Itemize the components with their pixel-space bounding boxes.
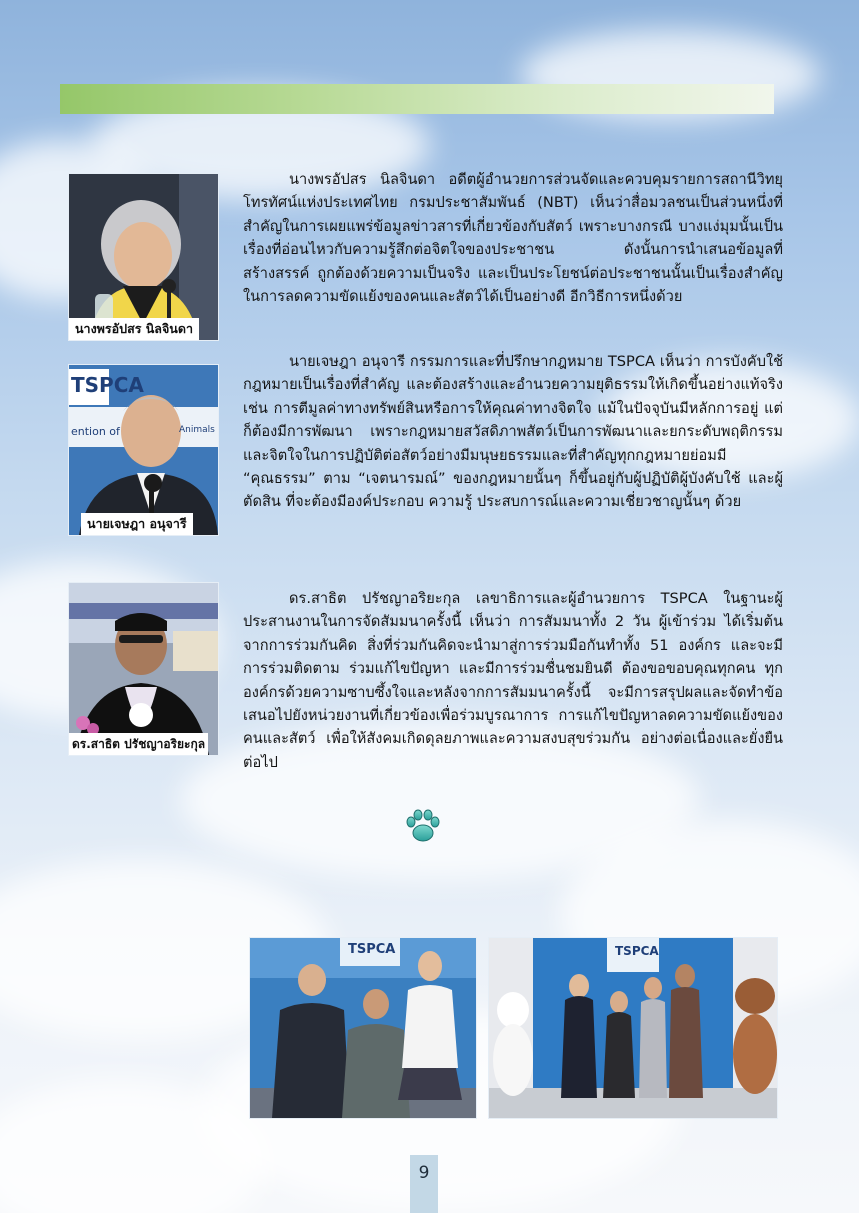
portrait-photo-1	[68, 173, 219, 341]
page-number-box	[410, 1155, 438, 1213]
portrait-banner-sub2-2: Animals	[179, 425, 215, 435]
portrait-image-1	[69, 174, 218, 340]
paragraph-3: ดร.สาธิต ปรัชญาอริยะกุล เลขาธิการและผู้อำนวยการ TSPCA ในฐานะผู้ประสานงานในการจัดสัมมนาครั้งนี้ เห็นว่า การสัมมนาทั้ง 2 วัน ผู้เข้าร่วม ได้เริ่มต้นจากการร่วมกันคิด สิ่งที่ร่วมกันคิดจะนำมาสู่การร่วมมือกันทำทั้ง 51 องค์กร และจะมีการร่วมติดตาม ร่วมแก้ไขปัญหา และมีการร่วมชื่นชมยินดี ต้องขอขอบคุณทุกคน ทุกองค์กรด้วยความซาบซึ้งใจและหลังจากการสัมมนาครั้งนี้ จะมีการสรุปผลและจัดทำข้อเสนอไปยังหน่วยงานที่เกี่ยวข้องเพื่อร่วมบูรณาการ การแก้ไขปัญหาลดความขัดแย้งของคนและสัตว์ เพื่อให้สังคมเกิดดุลยภาพและความสงบสุขร่วมกัน อย่างต่อเนื่องและยั่งยืนต่อไป	[243, 590, 783, 771]
paragraph-2: นายเจษฎา อนุจารี กรรมการและที่ปรึกษากฎหมาย TSPCA เห็นว่า การบังคับใช้กฎหมายเป็นเรื่องที่สำคัญ และต้องสร้างและอำนวยความยุติธรรมให้เกิดขึ้นอย่างแท้จริง เช่น การตีมูลค่าทางทรัพย์สินหรือการให้คุณค่าทางจิตใจ แม้ในปัจจุบันมีหลักการอยู่ แต่ก็ต้องมีการพัฒนา เพราะกฎหมายสวัสดิภาพสัตว์เป็นการพัฒนาและยกระดับพฤติกรรมและจิตใจในการปฏิบัติต่อสัตว์อย่างมีมนุษยธรรมและที่สำคัญทุกกฎหมายย่อมมี “คุณธรรม” ตาม “เจตนารมณ์” ของกฎหมายนั้นๆ ก็ขึ้นอยู่กับผู้ปฏิบัติผู้บังคับใช้ และผู้ตัดสิน ที่จะต้องมีองค์ประกอบ ความรู้ ประสบการณ์และความเชี่ยวชาญนั้นๆ ด้วย	[243, 353, 783, 511]
portrait-photo-3	[68, 582, 219, 756]
portrait-image-3	[69, 583, 218, 755]
group-photo-image-2	[489, 938, 777, 1118]
paragraph-1: นางพรอัปสร นิลจินดา อดีตผู้อำนวยการส่วนจัดและควบคุมรายการสถานีวิทยุโทรทัศน์แห่งประเทศไทย กรมประชาสัมพันธ์ (NBT) เห็นว่าสื่อมวลชนเป็นส่วนหนึ่งที่สำคัญในการเผยแพร่ข้อมูลข่าวสารที่เกี่ยวข้องกับสัตว์ เพราะบางกรณี บางแง่มุมนั้นเป็นเรื่องที่อ่อนไหวกับความรู้สึกต่อจิตใจของประชาชน ดังนั้นการนำเสนอข้อมูลที่สร้างสรรค์ ถูกต้องด้วยความเป็นจริง และเป็นประโยชน์ต่อประชาชนนั้นเป็นเรื่องสำคัญในการลดความขัดแย้งของคนและสัตว์ได้เป็นอย่างดี อีกวิธีการหนึ่งด้วย	[243, 171, 783, 306]
group-photo-2	[488, 937, 778, 1119]
portrait-banner-sub-2: ention of	[71, 425, 120, 438]
portrait-caption-1: นางพรอัปสร นิลจินดา	[69, 318, 199, 340]
portrait-photo-2	[68, 364, 219, 536]
group-photo-1	[249, 937, 477, 1119]
portrait-banner-logo-2: TSPCA	[71, 373, 144, 397]
portrait-caption-2: นายเจษฎา อนุจารี	[81, 513, 193, 535]
page-number: 9	[418, 1163, 430, 1183]
group-photo-banner-2: TSPCA	[615, 944, 659, 958]
group-photo-banner-1: TSPCA	[348, 942, 396, 957]
paw-icon	[404, 807, 442, 845]
group-photo-image-1	[250, 938, 476, 1118]
header-bar	[60, 84, 774, 114]
portrait-caption-3: ดร.สาธิต ปรัชญาอริยะกุล	[69, 733, 208, 755]
